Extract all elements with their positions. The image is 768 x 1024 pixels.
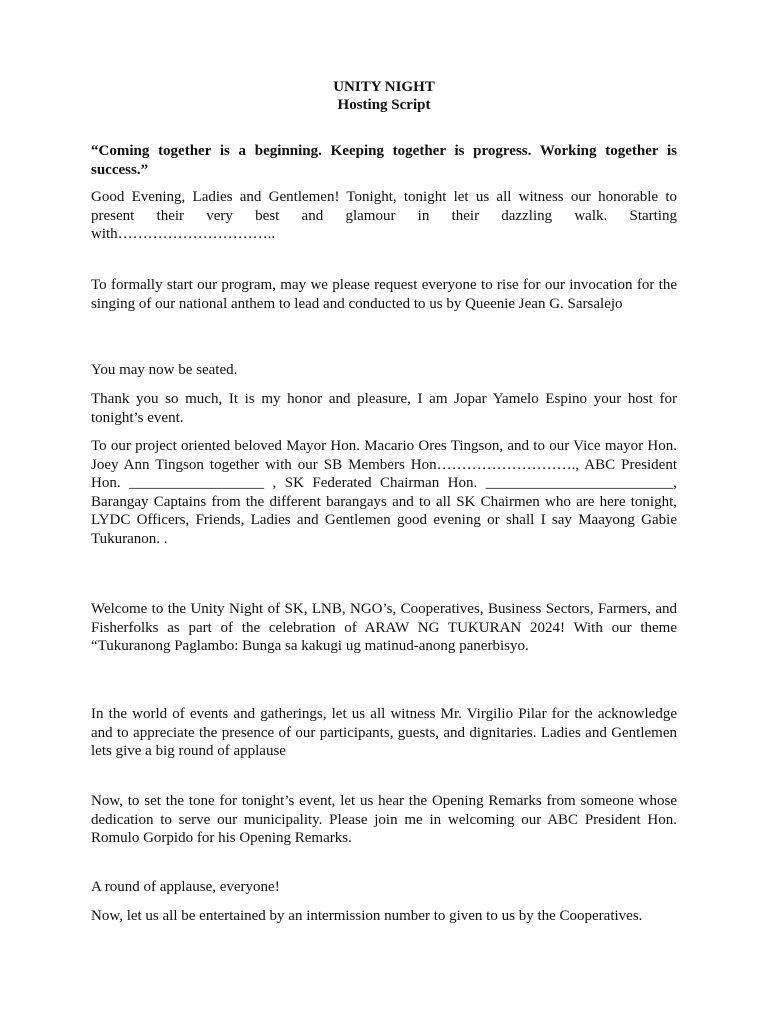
- paragraph-acknowledgements: To our project oriented beloved Mayor Hon. Macario Ores Tingson, and to our Vice mayor Hon. Joey Ann Tingson together with our SB Members Hon………………………., ABC President Hon. __________________ , SK Federated Chairman Hon. _________________________, Barangay Captains from the different barangays and to all SK Chairmen who are here tonight, LYDC Officers, Friends, Ladies and Gentlemen good evening or shall I say Maayong Gabie Tukuranon. .: [91, 438, 677, 547]
- paragraph-greeting: Good Evening, Ladies and Gentlemen! Tonight, tonight let us all witness our honorable to present their very best and glamour in their dazzling walk. Starting with…………………………..: [91, 189, 677, 243]
- opening-quote: “Coming together is a beginning. Keeping together is progress. Working together is success.”: [91, 143, 677, 178]
- paragraph-host-intro: Thank you so much, It is my honor and pleasure, I am Jopar Yamelo Espino your host for tonight’s event.: [91, 391, 677, 426]
- document-title: UNITY NIGHT: [333, 79, 435, 95]
- paragraph-welcome: Welcome to the Unity Night of SK, LNB, NGO’s, Cooperatives, Business Sectors, Farmers, and Fisherfolks as part of the celebration of ARAW NG TUKURAN 2024! With our theme “Tukuranong Paglambo: Bunga sa kakugi ug matinud-anong panerbisyo.: [91, 601, 677, 655]
- paragraph-witness: In the world of events and gatherings, let us all witness Mr. Virgilio Pilar for the acknowledge and to appreciate the presence of our participants, guests, and dignitaries. Ladies and Gentlemen lets give a big round of applause: [91, 706, 677, 760]
- paragraph-seated: You may now be seated.: [91, 362, 238, 378]
- paragraph-applause: A round of applause, everyone!: [91, 879, 280, 895]
- paragraph-opening-remarks: Now, to set the tone for tonight’s event, let us hear the Opening Remarks from someone whose dedication to serve our municipality. Please join me in welcoming our ABC President Hon. Romulo Gorpido for his Opening Remarks.: [91, 793, 677, 847]
- paragraph-invocation: To formally start our program, may we please request everyone to rise for our invocation for the singing of our national anthem to lead and conducted to us by Queenie Jean G. Sarsalejo: [91, 277, 677, 312]
- title-block: [0, 78, 768, 114]
- document-subtitle: Hosting Script: [337, 97, 431, 113]
- paragraph-intermission: Now, let us all be entertained by an intermission number to given to us by the Cooperatives.: [91, 908, 643, 924]
